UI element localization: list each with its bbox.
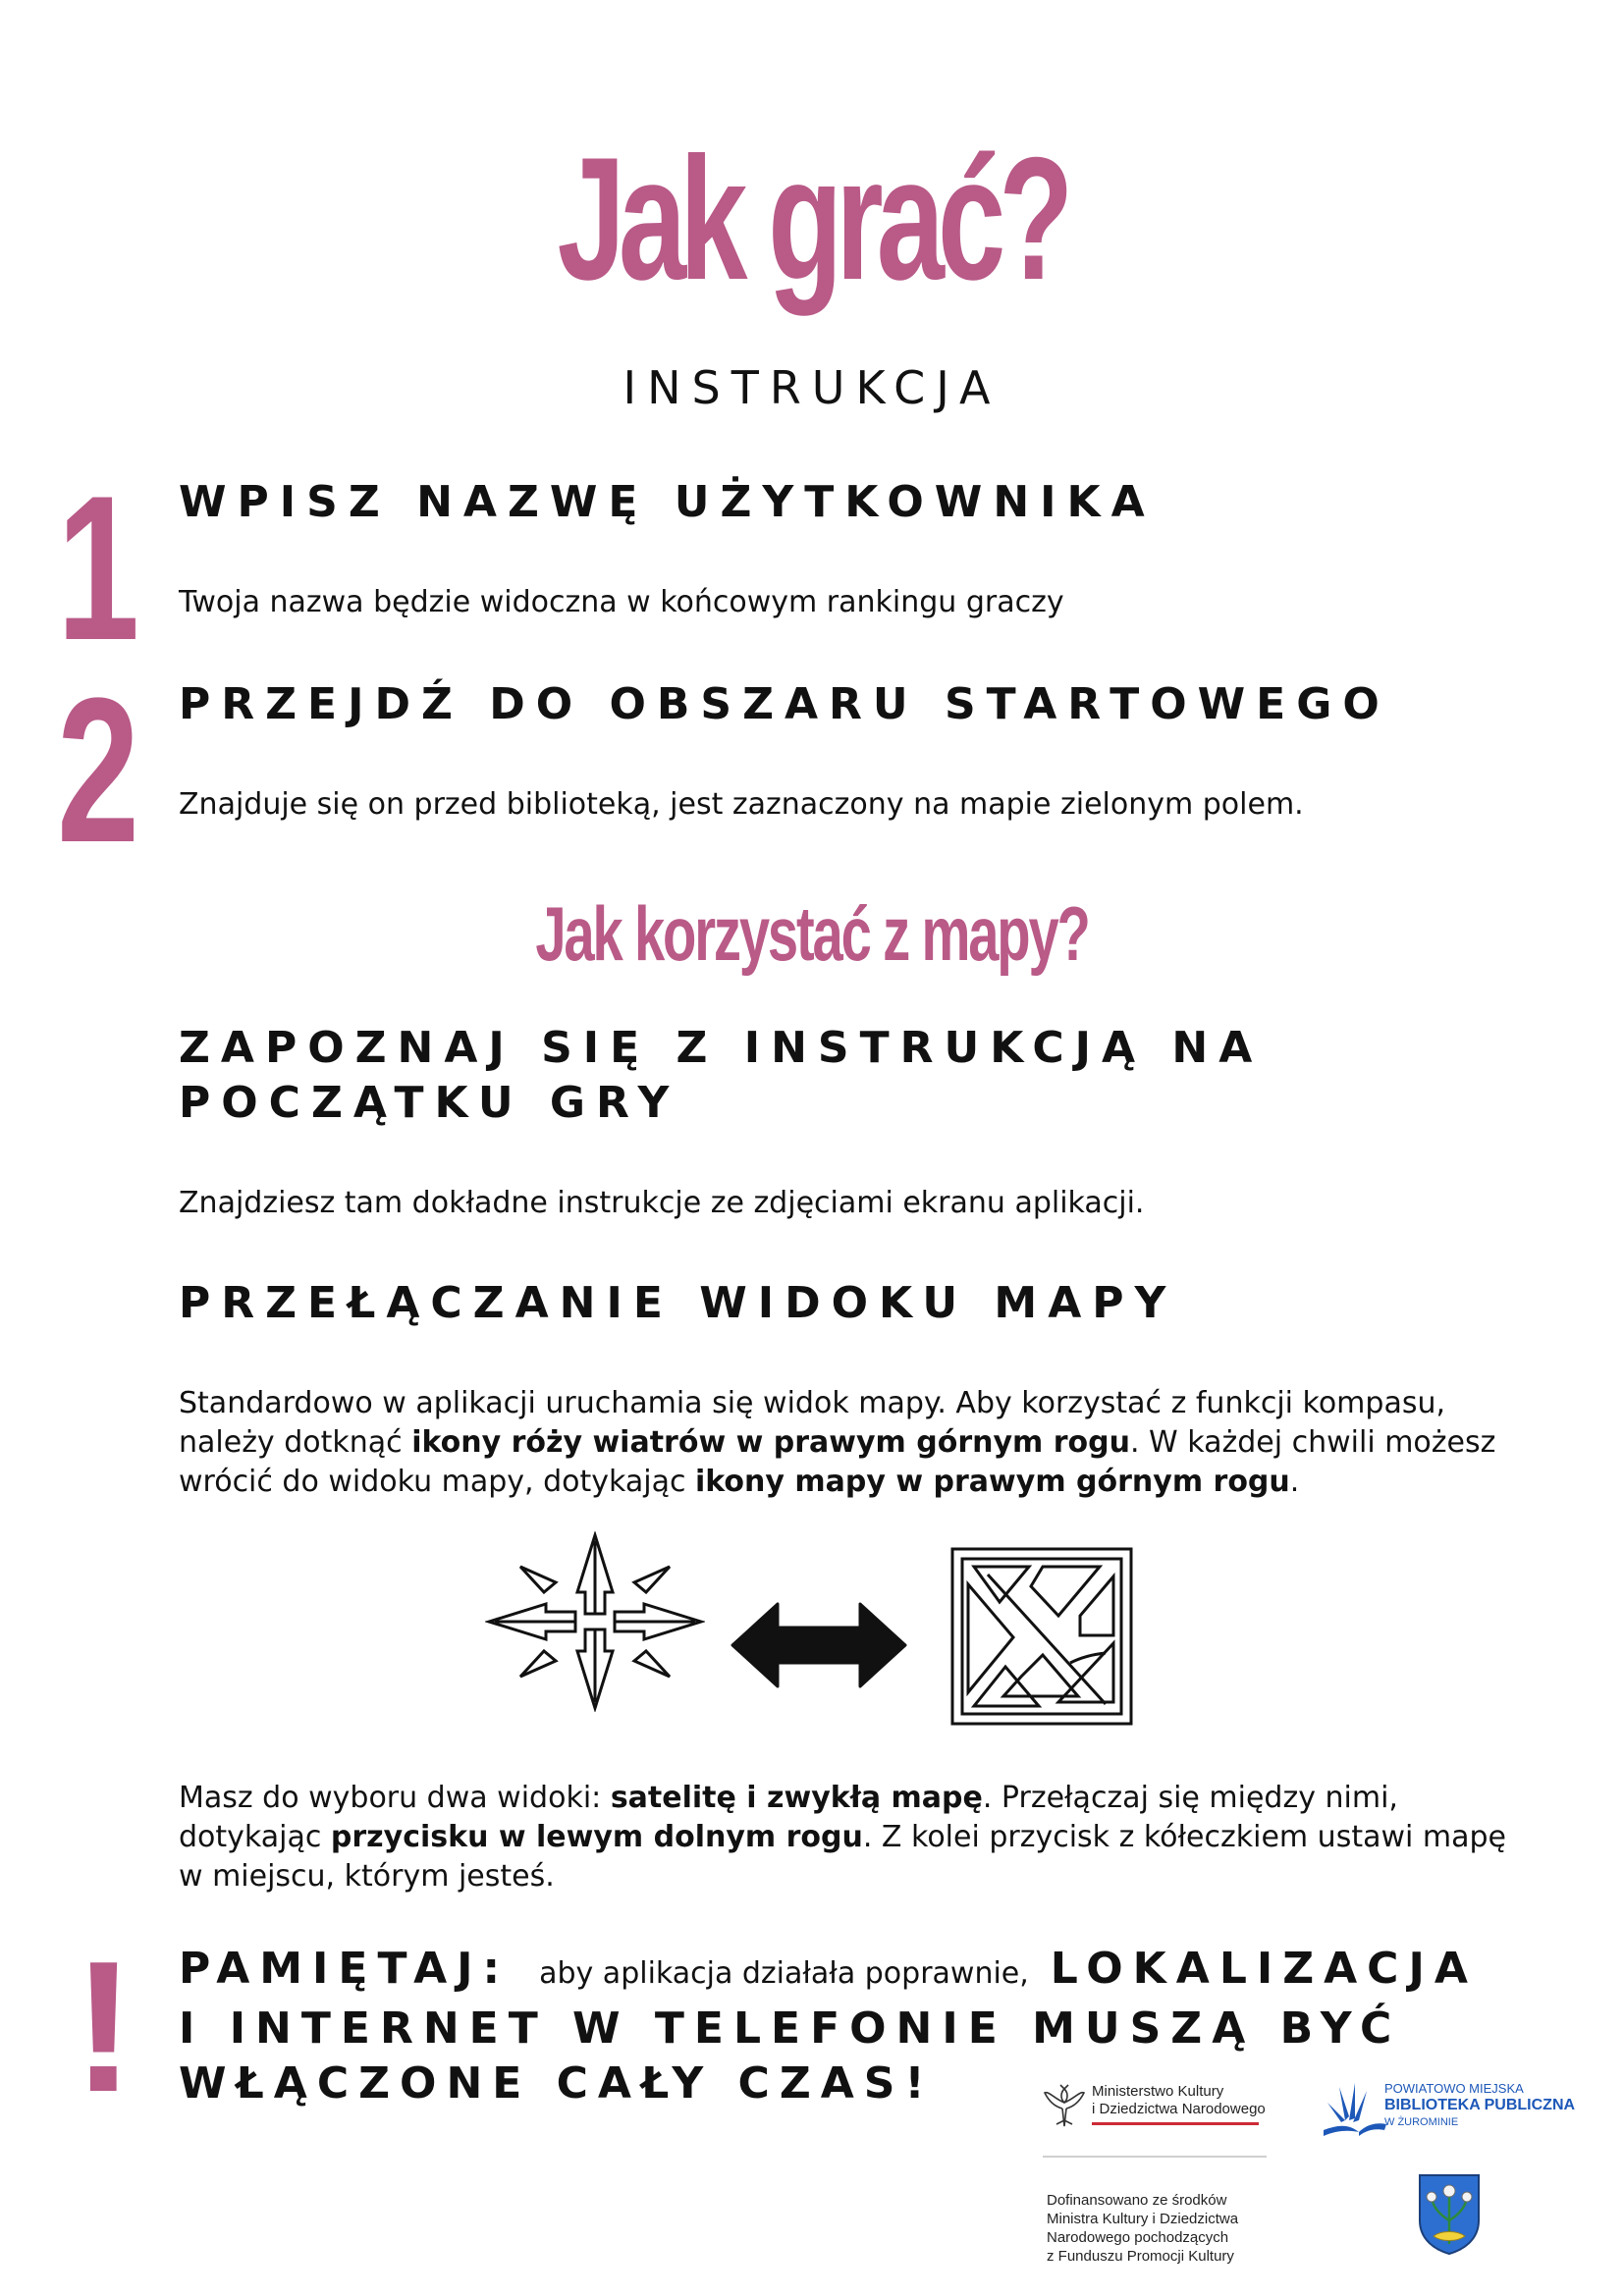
library-logo — [1320, 2077, 1595, 2146]
library-line-2: BIBLIOTEKA PUBLICZNA — [1384, 2097, 1576, 2113]
book-wing-icon — [1320, 2081, 1388, 2140]
remember-caps: LOKALIZACJA — [1050, 1944, 1478, 1994]
exclamation-mark: ! — [73, 1923, 135, 2131]
step-number-2: 2 — [57, 655, 140, 885]
funding-line-3: Narodowego pochodzących — [1047, 2229, 1229, 2246]
remember-line-2: I INTERNET W TELEFONIE MUSZĄ BYĆ — [179, 2003, 1402, 2054]
switching-line-2: należy dotknąć ikony róży wiatrów w prawym górnym rogu. W każdej chwili możesz — [179, 1425, 1496, 1460]
ministry-logo — [1043, 2077, 1269, 2146]
step-1-heading: WPISZ NAZWĘ UŻYTKOWNIKA — [179, 477, 1156, 527]
funding-line-2: Ministra Kultury i Dziedzictwa — [1047, 2211, 1239, 2227]
remember-middle: aby aplikacja działała poprawnie, — [539, 1956, 1029, 1991]
views-paragraph — [179, 1779, 1506, 1896]
intro-text: Znajdziesz tam dokładne instrukcje ze zdjęciami ekranu aplikacji. — [179, 1186, 1145, 1220]
remember-note — [179, 1942, 1478, 2111]
map-icon — [948, 1545, 1135, 1728]
switching-line-3: wrócić do widoku mapy, dotykając ikony mapy w prawym górnym rogu. — [179, 1465, 1300, 1499]
step-1-text: Twoja nazwa będzie widoczna w końcowym rankingu graczy — [179, 585, 1064, 619]
views-line-1: Masz do wyboru dwa widoki: satelitę i zwykłą mapę. Przełączaj się między nimi, — [179, 1781, 1398, 1815]
views-line-3: w miejscu, którym jesteś. — [179, 1859, 555, 1894]
library-line-1: POWIATOWO MIEJSKA — [1384, 2081, 1524, 2096]
page-subtitle: INSTRUKCJA — [623, 361, 1001, 414]
step-2-text: Znajduje się on przed biblioteką, jest zaznaczony na mapie zielonym polem. — [179, 787, 1304, 822]
remember-line-1 — [179, 1942, 1478, 2002]
footer-divider — [1043, 2156, 1267, 2158]
page-title: Jak grać? — [557, 121, 1067, 316]
intro-heading-line2: POCZĄTKU GRY — [179, 1078, 680, 1128]
library-line-3: W ŻUROMINIE — [1384, 2116, 1459, 2128]
ministry-line-1: Ministerstwo Kultury — [1092, 2083, 1224, 2100]
remember-label: PAMIĘTAJ: — [179, 1944, 511, 1994]
views-line-2: dotykając przycisku w lewym dolnym rogu. Z kolei przycisk z kółeczkiem ustawi mapę — [179, 1820, 1506, 1854]
double-arrow-icon — [731, 1600, 907, 1690]
intro-heading-line1: ZAPOZNAJ SIĘ Z INSTRUKCJĄ NA — [179, 1023, 1264, 1073]
ministry-divider — [1092, 2122, 1259, 2125]
compass-rose-icon — [485, 1531, 705, 1712]
remember-line-3: WŁĄCZONE CAŁY CZAS! — [179, 2058, 935, 2109]
funding-line-1: Dofinansowano ze środków — [1047, 2192, 1227, 2209]
switching-line-1: Standardowo w aplikacji uruchamia się widok mapy. Aby korzystać z funkcji kompasu, — [179, 1386, 1446, 1420]
funding-line-4: z Funduszu Promocji Kultury — [1047, 2248, 1234, 2265]
ministry-line-2: i Dziedzictwa Narodowego — [1092, 2101, 1266, 2117]
switching-paragraph — [179, 1384, 1495, 1502]
funding-note — [1047, 2191, 1282, 2266]
step-2-heading: PRZEJDŹ DO OBSZARU STARTOWEGO — [179, 679, 1390, 729]
step-number-1: 1 — [57, 453, 140, 683]
coat-of-arms-icon — [1416, 2171, 1483, 2256]
switching-heading: PRZEŁĄCZANIE WIDOKU MAPY — [179, 1278, 1177, 1328]
section-title: Jak korzystać z mapy? — [535, 890, 1089, 977]
eagle-emblem-icon — [1043, 2081, 1086, 2132]
